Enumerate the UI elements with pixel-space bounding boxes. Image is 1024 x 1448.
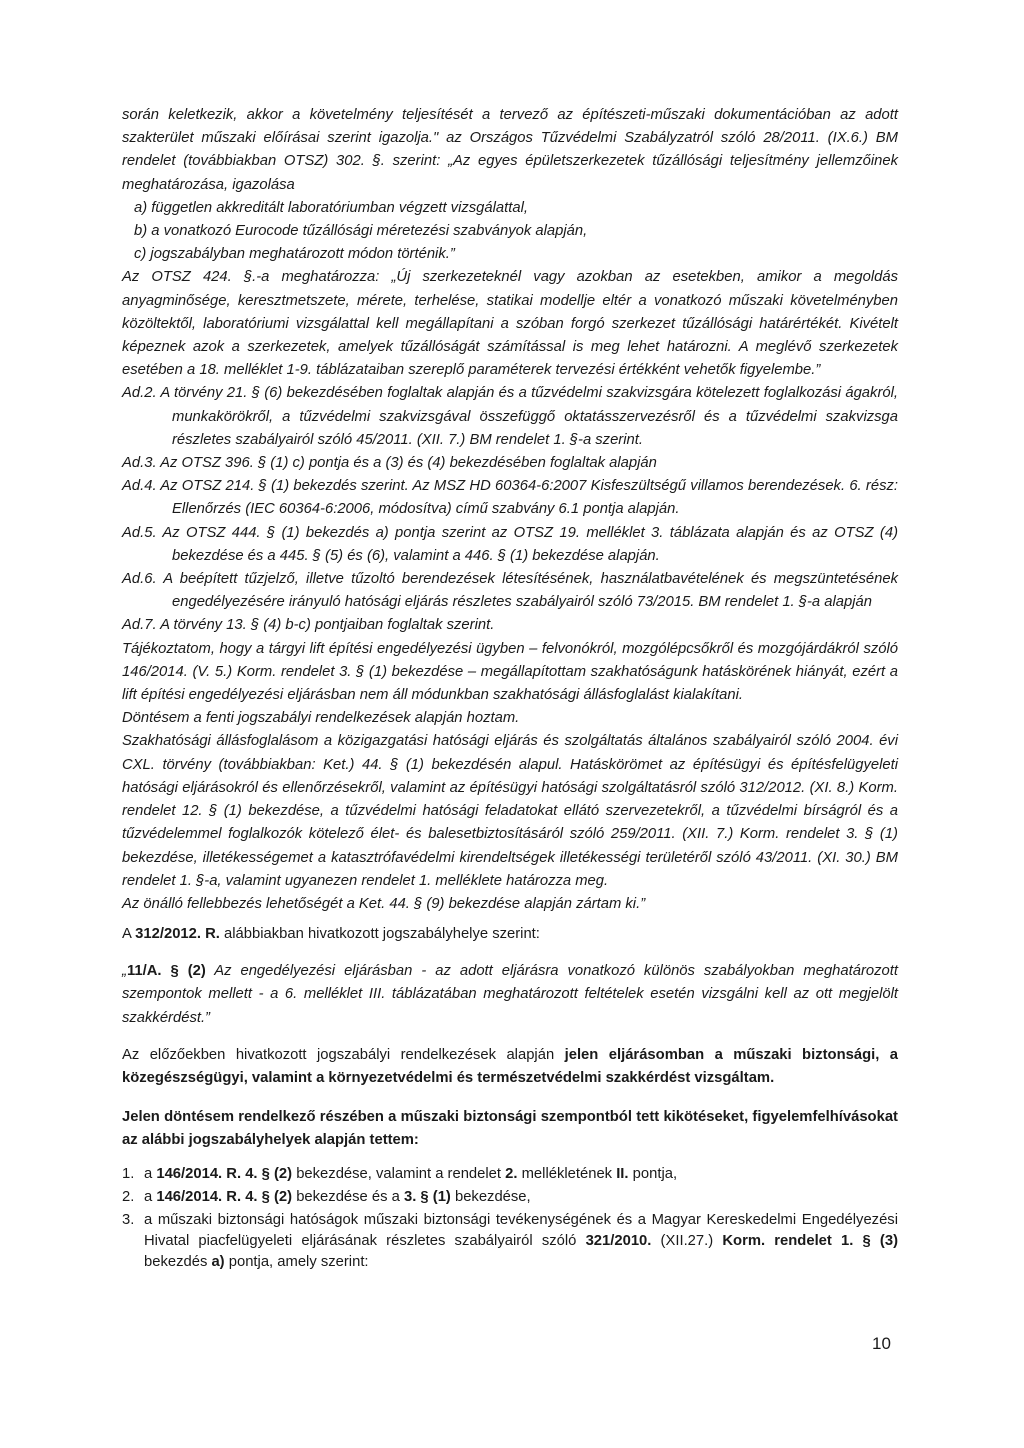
paragraph-otsz-424: Az OTSZ 424. §.-a meghatározza: „Új szerkezeteknél vagy azokban az esetekben, amikor a megoldás anyagminősége, keresztmetszete, mérete, terhelése, statikai modellje eltér a vonatkozó műszaki követelményben közöltektől, laboratóriumi vizsgálattal kell megállapítani a szóban forgó szerkezet tűzállósági határértékét. Kivételt képeznek azok a szerkezetek, amelyek tűzállóságát számítással is meg lehet határozni. A meglévő szerkezetek esetében a 18. melléklet 1-9. táblázataiban szereplő paraméterek tervezési értékként vehetők figyelembe.”: [122, 269, 898, 379]
paragraph-ad2: Ad.2. A törvény 21. § (6) bekezdésében foglaltak alapján és a tűzvédelmi szakvizsgára kötelezett foglalkozási ágakról, munkakörökről, a tűzvédelmi szakvizsgával összefüggő oktatásszervezésről és a tűzvédelmi szakvizsga részletes szabályairól szóló 45/2011. (XII. 7.) BM rendelet 1. §-a szerint.: [122, 385, 898, 448]
legal-basis-item: [122, 1164, 898, 1185]
list-text: pontja, amely szerint:: [224, 1253, 369, 1270]
legal-basis-list: [122, 1164, 898, 1273]
list-text: (XII.27.): [651, 1232, 723, 1249]
paragraph-ad3: Ad.3. Az OTSZ 396. § (1) c) pontja és a (3) és (4) bekezdésében foglaltak alapján: [122, 455, 657, 472]
quote-11a: „11/A. § (2) Az engedélyezési eljárásban - az adott eljárásra vonatkozó különös szabályokban meghatározott szempontok mellett - a 6. melléklet III. táblázatában meghatározott feltételek esetén vizsgálni kell az ott megjelölt szakkérdést.”: [122, 963, 898, 1026]
list-text: [871, 1233, 880, 1249]
list-text: (3): [879, 1232, 899, 1249]
list-text: (2): [274, 1165, 293, 1182]
section-heading: Jelen döntésem rendelkező részében a műszaki biztonsági szempontból tett kikötéseket, figyelemfelhívásokat az alábbi jogszabályhelyek alapján tettem:: [122, 1108, 898, 1148]
paragraph-authority: Szakhatósági állásfoglalásom a közigazgatási hatósági eljárás és szolgáltatás általános szabályairól szóló 2004. évi CXL. törvény (továbbiakban: Ket.) 44. § (1) bekezdésén alapul. Hatáskörömet az építésügyi és építésfelügyeleti hatósági eljárásokról és ellenőrzésekről, valamint az építésügyi hatósági szolgáltatásról szóló 312/2012. (XI. 8.) Korm. rendelet 12. § (1) bekezdése, a tűzvédelmi hatósági feladatokat ellátó szervezetekről, a tűzvédelmi bírságról és a tűzvédelemmel foglalkozók kötelező élet- és balesetbiztosításáról szóló 259/2011. (XII. 7.) Korm. rendelet 3. § (1) bekezdése, illetékességemet a katasztrófavédelmi kirendeltségek illetékességi területéről szóló 43/2011. (XI. 30.) BM rendelet 1. §-a, valamint ugyanezen rendelet 1. melléklete határozza meg.: [122, 733, 898, 889]
list-text: bekezdése,: [450, 1188, 531, 1205]
list-text: bekezdése és a: [292, 1188, 404, 1205]
legal-basis-item: [122, 1187, 898, 1208]
paragraph-312-reference: A 312/2012. R. alábbiakban hivatkozott jogszabályhelye szerint:: [122, 926, 540, 943]
paragraph-lift-notice: Tájékoztatom, hogy a tárgyi lift építési engedélyezési ügyben – felvonókról, mozgólépcsőkről és mozgójárdákról szóló 146/2014. (V. 5.) Korm. rendelet 3. § (1) bekezdése – megállapítottam szakhatóságunk hatáskörének hiányát, ezért a lift építési engedélyezési eljárásban nem áll módunkban szakhatósági állásfoglalást kialakítani.: [122, 640, 898, 704]
list-text: pontja,: [628, 1165, 678, 1182]
list-item-b: b) a vonatkozó Eurocode tűzállósági méretezési szabványok alapján,: [134, 223, 588, 240]
list-text: bekezdés: [144, 1253, 212, 1270]
list-text: a: [144, 1165, 157, 1182]
list-text: a): [211, 1253, 225, 1270]
list-text: a műszaki biztonsági hatóságok műszaki biztonsági tevékenységének és a Magyar Kereskedelmi Engedélyezési Hivatal piacfelügyeleti eljárásának részletes szabályairól szóló: [144, 1211, 898, 1249]
list-text: II.: [616, 1165, 629, 1182]
list-number: 3.: [122, 1211, 135, 1228]
paragraph-appeal: Az önálló fellebbezés lehetőségét a Ket. 44. § (9) bekezdése alapján zártam ki.”: [122, 895, 646, 912]
list-text: Korm. rendelet 1. §: [722, 1232, 871, 1249]
paragraph-conclusion: Az előzőekben hivatkozott jogszabályi rendelkezések alapján jelen eljárásomban a műszaki biztonsági, a közegészségügyi, valamint a környezetvédelmi és természetvédelmi szakkérdést vizsgáltam.: [122, 1046, 898, 1086]
list-text: bekezdése, valamint a rendelet: [292, 1165, 506, 1182]
list-text: 321/2010.: [585, 1232, 652, 1249]
paragraph-decision-basis: Döntésem a fenti jogszabályi rendelkezések alapján hoztam.: [122, 710, 520, 727]
list-text: 2.: [505, 1165, 518, 1182]
paragraph-ad4: Ad.4. Az OTSZ 214. § (1) bekezdés szerint. Az MSZ HD 60364-6:2007 Kisfeszültségű villamos berendezések. 6. rész: Ellenőrzés (IEC 60364-6:2006, módosítva) című szabvány 6.1 pontja alapján.: [122, 478, 898, 518]
list-item-c: c) jogszabályban meghatározott módon történik.”: [134, 246, 455, 263]
list-number: 2.: [122, 1188, 135, 1205]
legal-basis-item: [122, 1210, 898, 1273]
list-text: mellékletének: [517, 1165, 617, 1182]
paragraph-otsz-302: során keletkezik, akkor a követelmény teljesítését a tervező az építészeti-műszaki dokumentációban az adott szakterület műszaki előírásai szerint igazolja." az Országos Tűzvédelmi Szabályzatról szóló 28/2011. (IX.6.) BM rendelet (továbbiakban OTSZ) 302. §. szerint: „Az egyes épületszerkezetek tűzállósági teljesítmény jellemzőinek meghatározása, igazolása: [122, 107, 898, 193]
page-number: 10: [872, 1334, 891, 1353]
list-text: (2): [274, 1188, 293, 1205]
list-item-a: a) független akkreditált laboratóriumban végzett vizsgálattal,: [134, 199, 528, 216]
page-body: [122, 104, 898, 1275]
paragraph-ad6: Ad.6. A beépített tűzjelző, illetve tűzoltó berendezések létesítésének, használatbavételének és megszüntetésének engedélyezésére irányuló hatósági eljárás részletes szabályairól szóló 73/2015. BM rendelet 1. §-a alapján: [122, 571, 898, 611]
list-text: a: [144, 1188, 157, 1205]
list-text: 3. § (1): [403, 1188, 451, 1205]
list-text: 146/2014. R. 4. §: [156, 1188, 270, 1205]
list-number: 1.: [122, 1165, 135, 1182]
list-text: 146/2014. R. 4. §: [156, 1165, 270, 1182]
paragraph-ad5: Ad.5. Az OTSZ 444. § (1) bekezdés a) pontja szerint az OTSZ 19. melléklet 3. táblázata alapján és az OTSZ (4) bekezdése és a 445. § (5) és (6), valamint a 446. § (1) bekezdése alapján.: [122, 524, 898, 564]
paragraph-ad7: Ad.7. A törvény 13. § (4) b-c) pontjaiban foglaltak szerint.: [122, 617, 495, 634]
